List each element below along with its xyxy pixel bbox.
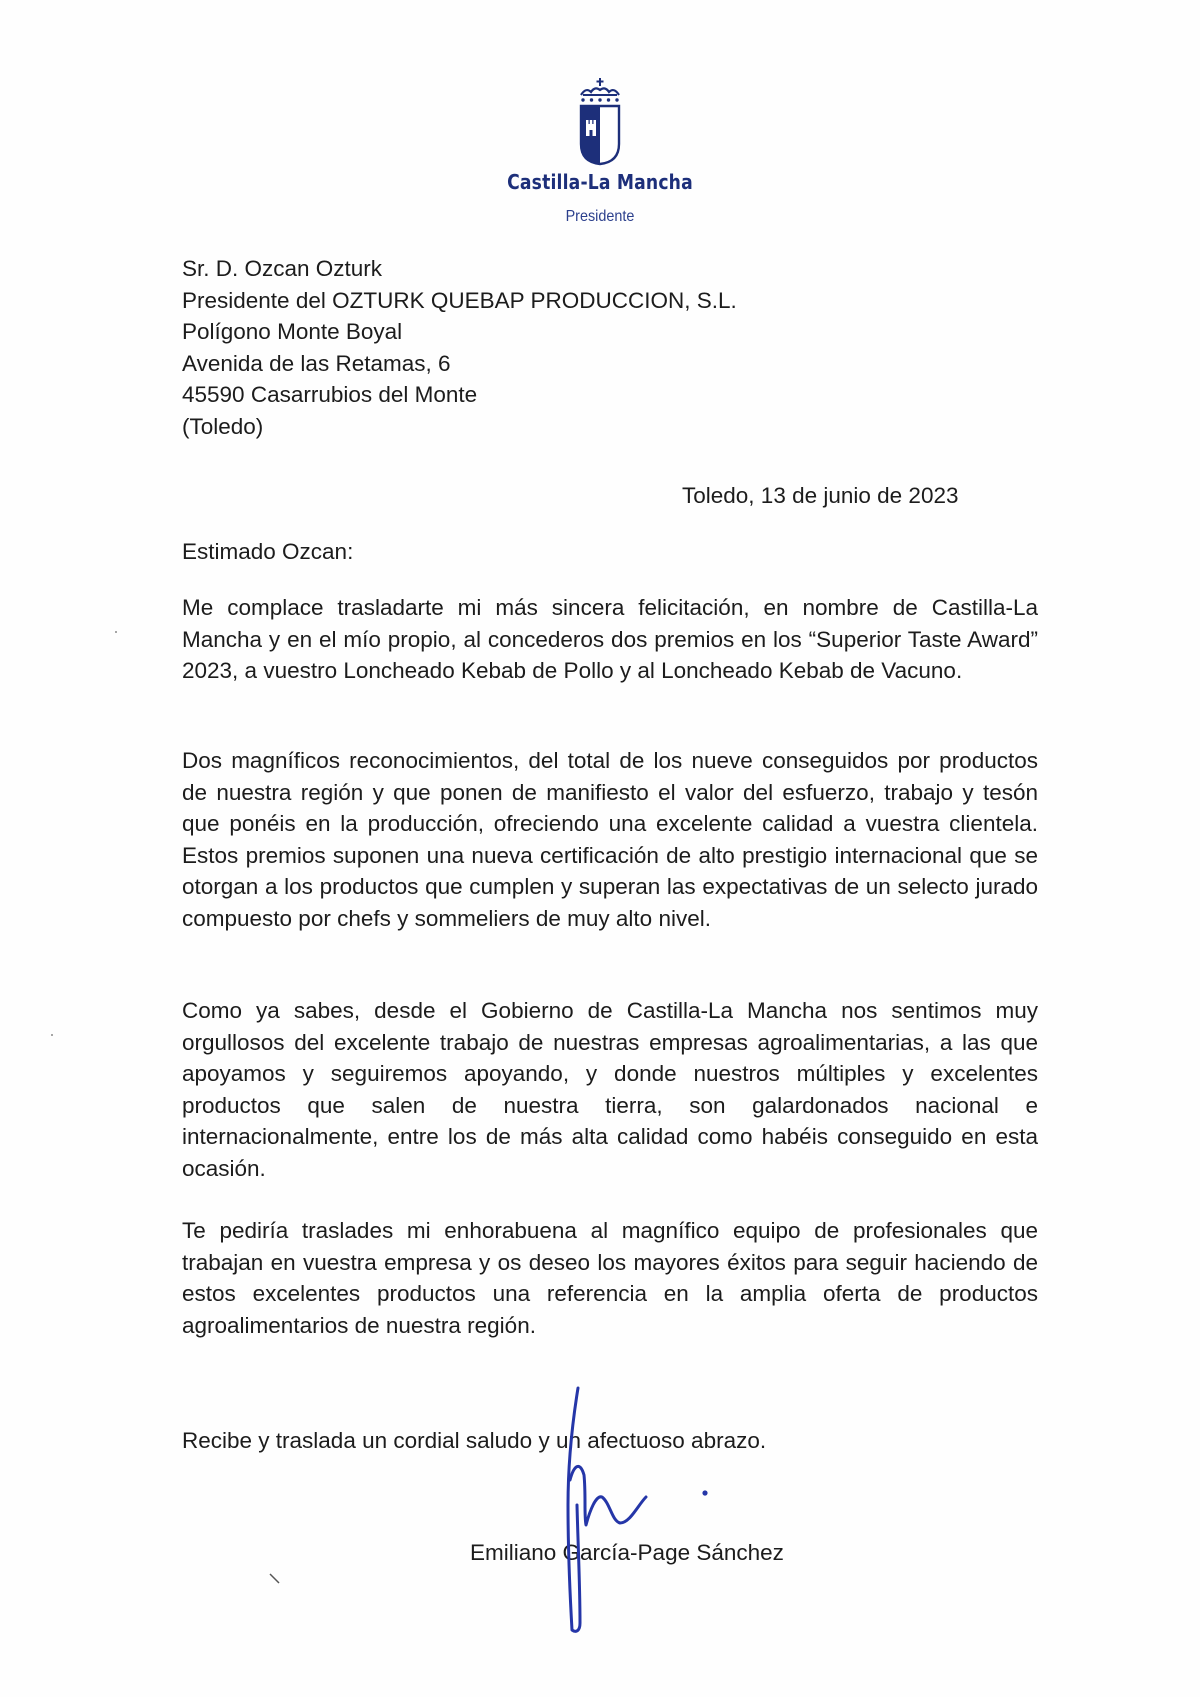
recipient-line: 45590 Casarrubios del Monte [182,382,478,407]
closing-line: Recibe y traslada un cordial saludo y un afectuoso abrazo. [182,1428,767,1453]
recipient-line: Polígono Monte Boyal [182,319,403,344]
body-paragraph: Te pediría traslades mi enhorabuena al magnífico equipo de profesionales que trabajan en vuestra empresa y os deseo los mayores éxitos para seguir haciendo de estos excelentes productos una referencia en la amplia oferta de productos agroalimentarios de nuestra región. [182,1218,1038,1338]
scan-speck [114,630,118,634]
body-paragraph: Dos magníficos reconocimientos, del total de los nueve conseguidos por productos de nuestra región y que ponen de manifiesto el valor del esfuerzo, trabajo y tesón que ponéis en la producción, ofreciendo una excelente calidad a vuestra clientela. Estos premios suponen una nueva certificación de alto prestigio internacional que se otorgan a los productos que cumplen y superan las expectativas de un selecto jurado compuesto por chefs y sommeliers de muy alto nivel. [182,748,1038,931]
recipient-line: Presidente del OZTURK QUEBAP PRODUCCION, S.L. [182,287,737,313]
recipient-line: Sr. D. Ozcan Ozturk [182,256,383,281]
recipient-line: Avenida de las Retamas, 6 [182,350,451,376]
body-paragraph: Me complace trasladarte mi más sincera felicitación, en nombre de Castilla-La Mancha y en el mío propio, al concederos dos premios en los “Superior Taste Award” 2023, a vuestro Loncheado Kebab de Pollo y al Loncheado Kebab de Vacuno. [182,595,1038,683]
recipient-address [182,253,982,442]
letterhead [0,78,1200,226]
scan-speck [268,1572,282,1586]
handwritten-signature [540,1385,740,1635]
office-title: Presidente [565,208,635,225]
greeting: Estimado Ozcan: [182,539,354,564]
recipient-line: (Toledo) [182,413,264,439]
body-paragraph: Como ya sabes, desde el Gobierno de Castilla-La Mancha nos sentimos muy orgullosos del excelente trabajo de nuestras empresas agroalimentarias, a las que apoyamos y seguiremos apoyando, y donde nuestros múltiples y excelentes productos que salen de nuestra tierra, son galardonados nacional e internacionalmente, entre los de más alta calidad como habéis conseguido en esta ocasión. [182,998,1038,1181]
organization-name: Castilla-La Mancha [507,170,693,194]
letter-date: Toledo, 13 de junio de 2023 [682,483,959,508]
scan-speck [50,1033,54,1037]
castilla-la-mancha-emblem-icon [575,78,625,166]
signer-name: Emiliano García-Page Sánchez [470,1540,784,1565]
